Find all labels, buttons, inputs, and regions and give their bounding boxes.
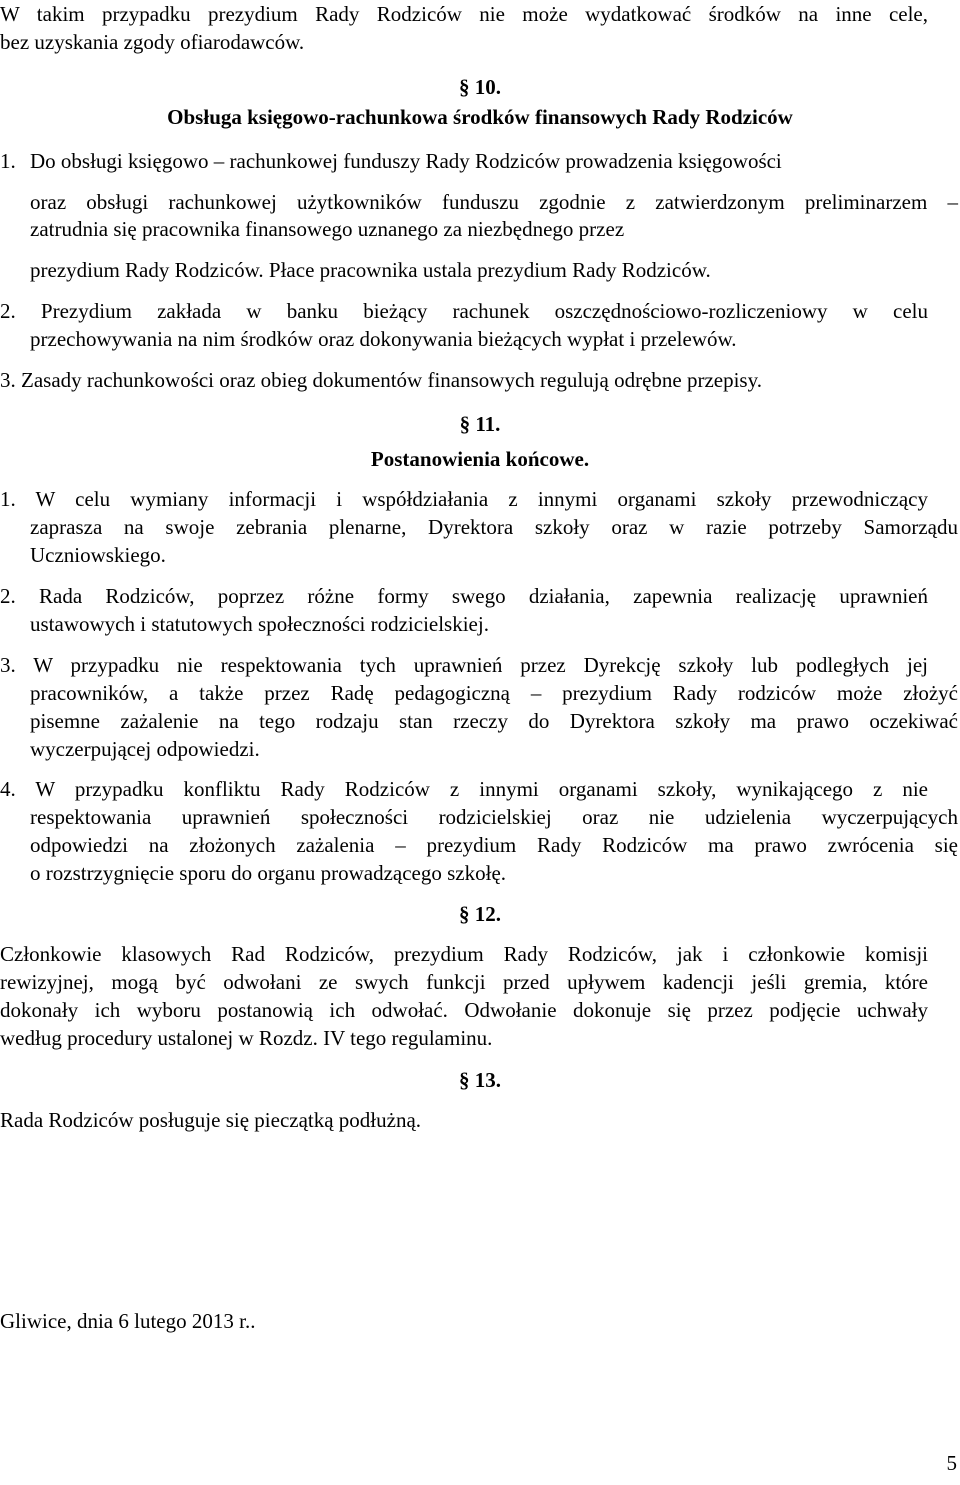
paragraph-line: przechowywania na nim środków oraz dokonywania bieżących wypłat i przelewów. [30,327,737,351]
paragraph-line: Uczniowskiego. [30,543,166,567]
paragraph-line: Do obsługi księgowo – rachunkowej funduszy Rady Rodziców prowadzenia księgowości [30,149,782,173]
paragraph-line: według procedury ustalonej w Rozdz. IV tego regulaminu. [0,1026,493,1050]
section-13-heading: § 13. [459,1068,501,1092]
paragraph-line: 2. Prezydium zakłada w banku bieżący rachunek oszczędnościowo-rozliczeniowy w celu [0,299,928,323]
paragraph-line: Członkowie klasowych Rad Rodziców, prezydium Rady Rodziców, jak i członkowie komisji [0,942,928,966]
paragraph-line: o rozstrzygnięcie sporu do organu prowadzącego szkołę. [30,861,507,885]
paragraph-line: 3. Zasady rachunkowości oraz obieg dokumentów finansowych regulują odrębne przepisy. [0,368,762,392]
paragraph-line: pracowników, a także przez Radę pedagogiczną – prezydium Rady rodziców może złożyć [30,681,958,705]
intro-line: bez uzyskania zgody ofiarodawców. [0,30,305,54]
section-10-heading: § 10. [459,75,501,99]
paragraph-line: 1. W celu wymiany informacji i współdziałania z innymi organami szkoły przewodniczący [0,487,928,511]
paragraph-line: zatrudnia się pracownika finansowego uznanego za niezbędnego przez [30,217,625,241]
paragraph-line: 4. W przypadku konfliktu Rady Rodziców z innymi organami szkoły, wynikającego z nie [0,777,928,801]
paragraph-line: oraz obsługi rachunkowej użytkowników funduszu zgodnie z zatwierdzonym preliminarzem – [30,190,958,214]
section-11-heading: § 11. [459,412,501,436]
paragraph-line: wyczerpującej odpowiedzi. [30,737,260,761]
paragraph-line: pisemne zażalenie na tego rodzaju stan rzeczy do Dyrektora szkoły ma prawo oczekiwać [30,709,958,733]
paragraph-line: 3. W przypadku nie respektowania tych uprawnień przez Dyrekcję szkoły lub podległych jej [0,653,928,677]
paragraph-line: odpowiedzi na złożonych zażalenia – prezydium Rady Rodziców ma prawo zwrócenia się [30,833,958,857]
section-11-title: Postanowienia końcowe. [370,447,590,471]
section-10-title: Obsługa księgowo-rachunkowa środków finansowych Rady Rodziców [167,105,793,129]
place-and-date: Gliwice, dnia 6 lutego 2013 r.. [0,1309,256,1333]
page-number: 5 [946,1451,957,1475]
paragraph-line: dokonały ich wyboru postanowią ich odwołać. Odwołanie dokonuje się przez podjęcie uchwały [0,998,928,1022]
paragraph-line: 2. Rada Rodziców, poprzez różne formy swego działania, zapewnia realizację uprawnień [0,584,928,608]
paragraph-line: ustawowych i statutowych społeczności rodzicielskiej. [30,612,489,636]
section-12-heading: § 12. [459,902,501,926]
list-marker: 1. [0,149,16,173]
paragraph-line: zaprasza na swoje zebrania plenarne, Dyrektora szkoły oraz w razie potrzeby Samorządu [30,515,958,539]
paragraph-line: Rada Rodziców posługuje się pieczątką podłużną. [0,1108,422,1132]
paragraph-line: respektowania uprawnień społeczności rodzicielskiej oraz nie udzielenia wyczerpujących [30,805,958,829]
paragraph-line: rewizyjnej, mogą być odwołani ze swych funkcji przed upływem kadencji jeśli gremia, które [0,970,928,994]
paragraph-line: prezydium Rady Rodziców. Płace pracownika ustala prezydium Rady Rodziców. [30,258,711,282]
intro-line: W takim przypadku prezydium Rady Rodziców nie może wydatkować środków na inne cele, [0,2,928,26]
